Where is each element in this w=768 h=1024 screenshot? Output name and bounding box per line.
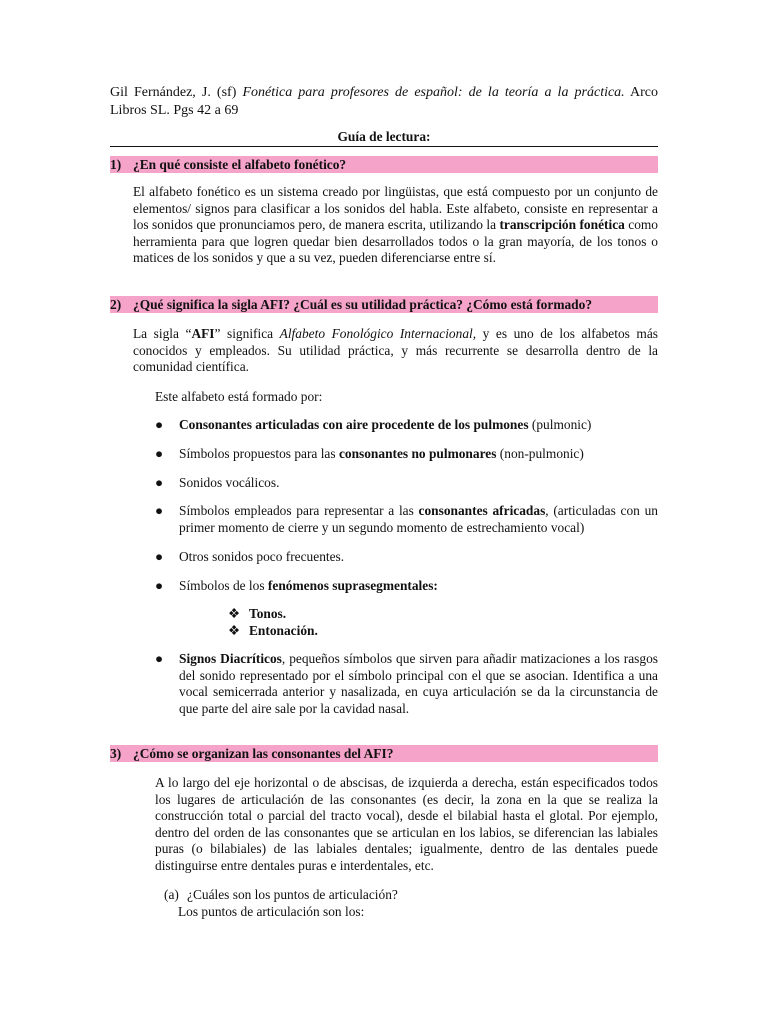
question-3-number: 3) <box>110 746 122 761</box>
list-item-bold: fenómenos suprasegmentales: <box>267 578 438 593</box>
alphabet-intro: Este alfabeto está formado por: <box>155 389 323 404</box>
bullet-icon: ● <box>155 475 164 490</box>
list-item-text: Símbolos empleados para representar a las <box>179 503 419 518</box>
answer-1-paragraph <box>133 184 658 267</box>
question-2-number: 2) <box>110 297 122 312</box>
bullet-icon: ● <box>155 578 164 593</box>
diamond-icon: ❖ <box>228 623 241 638</box>
answer-1-text-a: El alfabeto fonético es un sistema creado por lingüistas, que está compuesto por un conjunto de elementos/ signos para clasificar a los sonidos del habla. Este alfabeto, consiste en representar a los sonidos que pronunciamos pero, de manera escrita, utilizando la <box>133 184 658 233</box>
answer-2-text-a: La sigla “ <box>133 326 192 341</box>
list-item-bold: Signos Diacríticos <box>179 651 282 666</box>
answer-1-text-b: como herramienta para que logren quedar bien desarrollados todos o la gran mayoría, de los tonos o matices de los sonidos y que a su vez, pueden diferenciarse entre sí. <box>133 217 658 266</box>
bullet-icon: ● <box>155 549 164 564</box>
list-item-text: Símbolos propuestos para las <box>179 446 339 461</box>
afi-term: AFI <box>191 326 215 341</box>
list-item-text: Otros sonidos poco frecuentes. <box>179 549 345 564</box>
question-1-bar <box>110 156 658 173</box>
list-item-text: , (articuladas con un primer momento de cierre y un segundo momento de estrechamiento vocal) <box>179 503 658 535</box>
bullet-icon: ● <box>155 503 164 518</box>
afi-full-name: Alfabeto Fonológico Internacional, <box>279 326 477 341</box>
question-3-bar <box>110 745 658 762</box>
answer-2-text-b: ” significa <box>214 326 280 341</box>
list-item-bold: Consonantes articuladas con aire procedente de los pulmones <box>179 417 529 432</box>
sub-question-a-text: ¿Cuáles son los puntos de articulación? <box>187 887 398 902</box>
list-item-bold: consonantes no pulmonares <box>338 446 497 461</box>
answer-2-text-c: y es uno de los alfabetos más conocidos y empleados. Su utilidad práctica, y más recurrente se desarrolla dentro de la comunidad científica. <box>133 326 658 375</box>
citation-publisher: Arco Libros SL. Pgs 42 a 69 <box>110 85 658 118</box>
bullet-icon: ● <box>155 446 164 461</box>
answer-2-paragraph <box>133 326 658 376</box>
list-item-text: Símbolos de los <box>179 578 268 593</box>
question-3-text: ¿Cómo se organizan las consonantes del AFI? <box>133 746 394 761</box>
diamond-icon: ❖ <box>228 606 241 621</box>
sub-question-a-answer: Los puntos de articulación son los: <box>178 904 365 919</box>
answer-3-paragraph: A lo largo del eje horizontal o de abscisas, de izquierda a derecha, están especificados todos los lugares de articulación de las consonantes (es decir, la zona en la que se realiza la construcción total o parcial del tracto vocal), desde el bilabial hasta el glotal. Por ejemplo, dentro del orden de las consonantes que se articulan en los labios, se diferencian las labiales puras (o bilabiales) de las labiales dentales; igualmente, dentro de las dentales puede distinguirse entre dentales puras e interdentales, etc. <box>155 775 658 873</box>
sub-list-item-text: Entonación. <box>249 623 318 638</box>
bullet-icon: ● <box>155 417 164 432</box>
list-item-text: (pulmonic) <box>528 417 592 432</box>
citation-title: Fonética para profesores de español: de la teoría a la práctica. <box>242 85 625 100</box>
sub-question-a-label: (a) <box>164 887 179 902</box>
question-2-text: ¿Qué significa la sigla AFI? ¿Cuál es su utilidad práctica? ¿Cómo está formado? <box>133 297 593 312</box>
bullet-icon: ● <box>155 651 164 666</box>
list-item-text: , pequeños símbolos que sirven para añadir matizaciones a los rasgos del sonido representado por el símbolo principal con el que se asocian. Identifica a una vocal semicerrada anterior y nasalizada, en cuya articulación se da la circunstancia de que parte del aire sale por la cavidad nasal. <box>179 651 658 716</box>
guide-title: Guía de lectura: <box>337 129 431 144</box>
title-divider <box>110 146 658 147</box>
answer-1-bold: transcripción fonética <box>499 217 625 233</box>
sub-list-item-text: Tonos. <box>249 606 287 621</box>
citation-author: Gil Fernández, J. (sf) <box>110 85 243 100</box>
list-item-bold: consonantes africadas <box>418 503 546 518</box>
question-1-text: ¿En qué consiste el alfabeto fonético? <box>133 157 347 172</box>
question-2-bar <box>110 296 658 313</box>
question-1-number: 1) <box>110 157 122 172</box>
bibliographic-citation <box>110 84 658 120</box>
list-item-text: (non-pulmonic) <box>496 446 584 461</box>
list-item-text: Sonidos vocálicos. <box>179 475 280 490</box>
